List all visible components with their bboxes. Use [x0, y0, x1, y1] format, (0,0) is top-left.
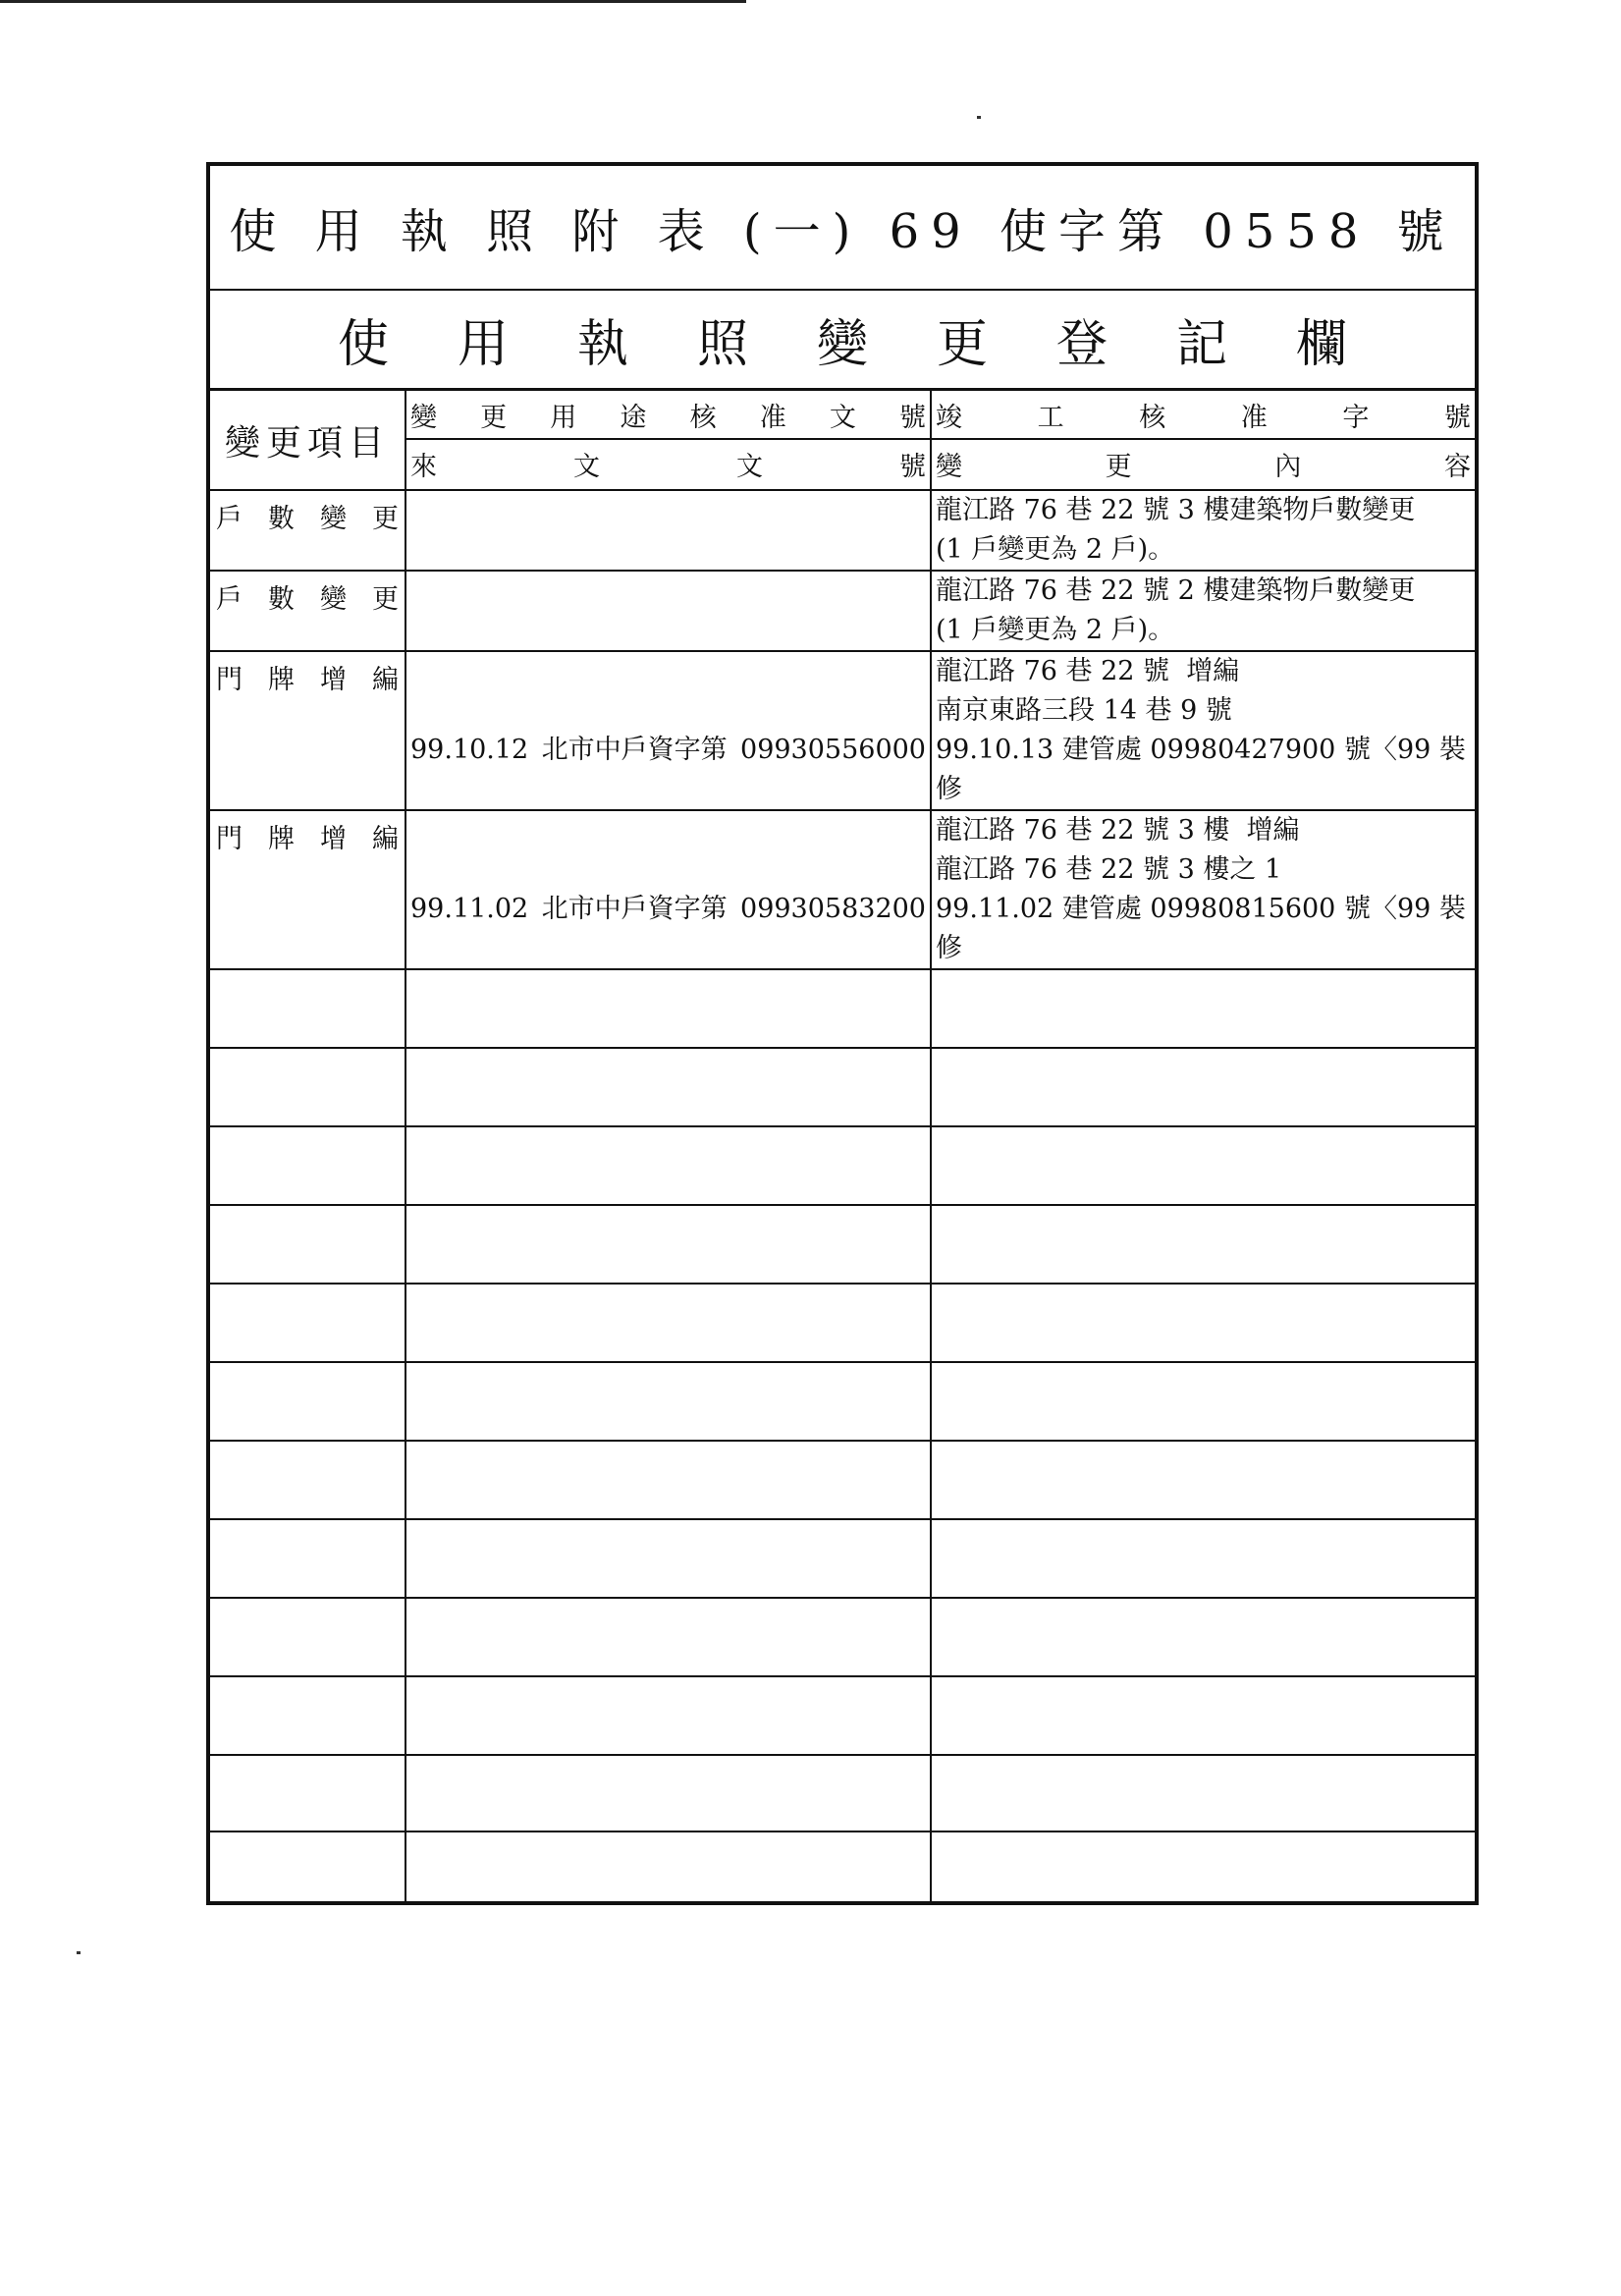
- table-row-item: 戶 數 變 更: [216, 504, 399, 534]
- table-row-doc-number: [406, 491, 930, 570]
- row-divider: [210, 1204, 1475, 1206]
- row-divider: [210, 1518, 1475, 1520]
- row-divider: [210, 1831, 1475, 1832]
- table-row-doc-number: [406, 572, 930, 650]
- form-title-row: [210, 166, 1475, 291]
- row-divider: [210, 1597, 1475, 1599]
- table-row-change-content: 龍江路 76 巷 22 號 3 樓 增編 龍江路 76 巷 22 號 3 樓之 1 99.11.02 建管處 09980815600 號〈99 裝修: [936, 815, 1466, 963]
- change-table: [210, 391, 1475, 1901]
- header-change-item: 變更項目: [224, 422, 390, 464]
- table-row-change-content: 龍江路 76 巷 22 號 2 樓建築物戶數變更 (1 戶變更為 2 戶)。: [936, 575, 1416, 645]
- row-divider: [210, 968, 1475, 970]
- table-row-change-content: 龍江路 76 巷 22 號 增編 南京東路三段 14 巷 9 號 99.10.13 建管處 09980427900 號〈99 裝修: [936, 656, 1466, 804]
- scan-edge-line: [0, 0, 746, 3]
- row-divider: [210, 1440, 1475, 1442]
- header-completion-approval: 竣 工 核 准 字 號: [936, 402, 1471, 433]
- table-row-item: 門 牌 增 編: [216, 665, 399, 695]
- form-title: 使 用 執 照 附 表 (一) 69 使字第 0558 號: [229, 204, 1456, 259]
- row-divider: [210, 1047, 1475, 1049]
- table-row-item: 戶 數 變 更: [216, 584, 399, 615]
- row-divider: [210, 1754, 1475, 1756]
- row-divider: [210, 1125, 1475, 1127]
- header-approval-usage: 變 更 用 途 核 准 文 號: [410, 402, 926, 433]
- row-divider: [210, 1675, 1475, 1677]
- header-change-content: 變 更 內 容: [936, 451, 1471, 482]
- scan-speck: [77, 1951, 81, 1954]
- row-divider: [210, 1361, 1475, 1363]
- form-subtitle-row: [210, 291, 1475, 391]
- header-incoming-doc: 來 文 文 號: [410, 451, 926, 482]
- license-change-form: [206, 162, 1479, 1905]
- table-row-change-content: 龍江路 76 巷 22 號 3 樓建築物戶數變更 (1 戶變更為 2 戶)。: [936, 495, 1416, 565]
- table-row-doc-number: 99.11.02 北市中戶資字第 09930583200: [410, 894, 926, 924]
- table-row-item: 門 牌 增 編: [216, 824, 399, 854]
- table-row-doc-number: 99.10.12 北市中戶資字第 09930556000: [410, 735, 926, 765]
- row-divider: [210, 1283, 1475, 1285]
- form-subtitle: 使用執照變更登記欄: [337, 315, 1416, 374]
- scan-speck: [977, 116, 981, 119]
